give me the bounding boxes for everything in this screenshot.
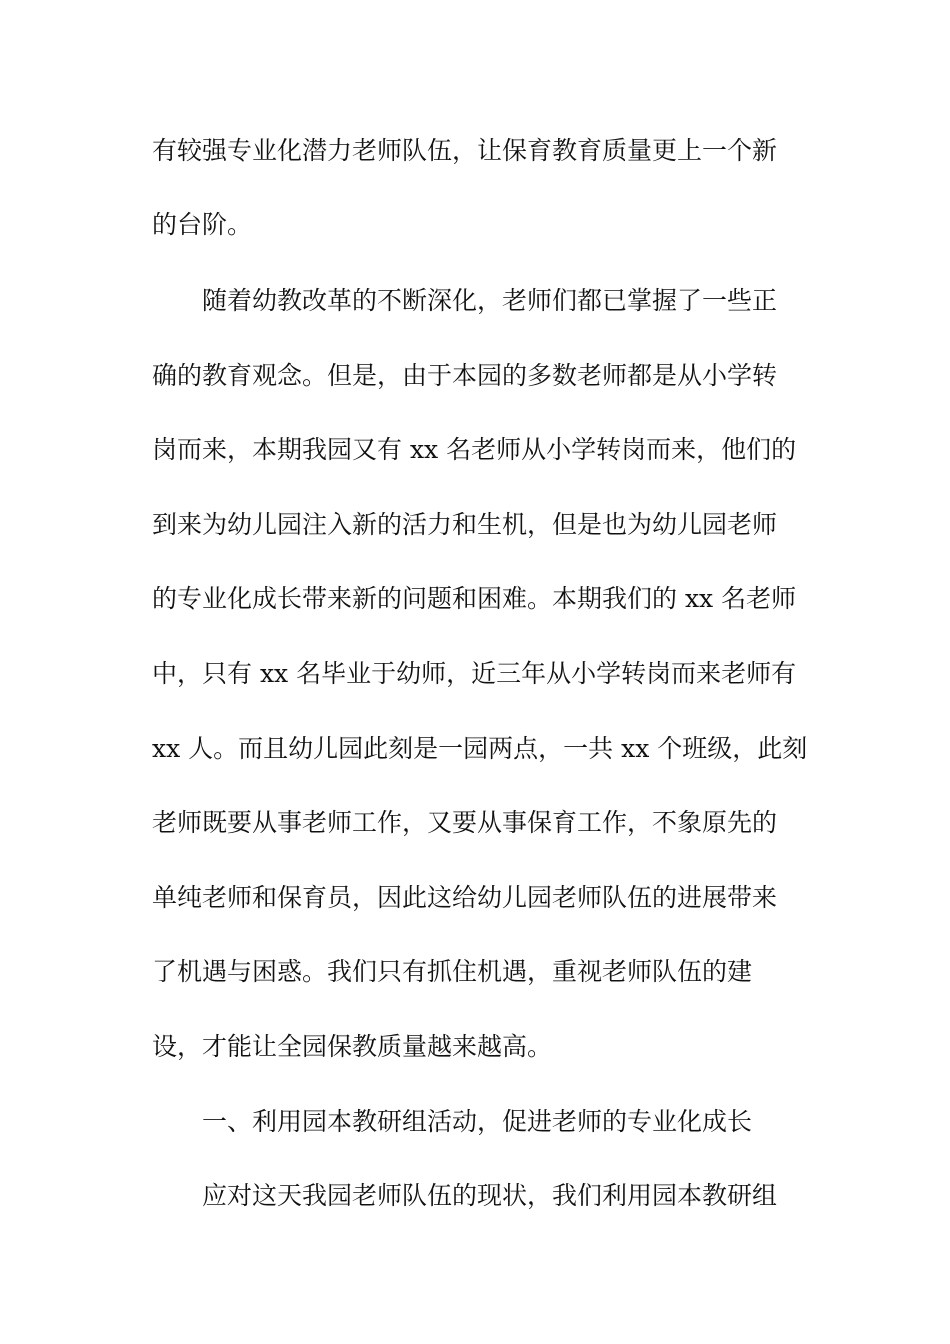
text-line-13: 设，才能让全园保教质量越来越高。 <box>152 1032 553 1061</box>
text-line-6: 到来为幼儿园注入新的活力和生机，但是也为幼儿园老师 <box>152 510 778 539</box>
text-line-5: 岗而来，本期我园又有 xx 名老师从小学转岗而来，他们的 <box>152 435 797 464</box>
text-line-2: 的台阶。 <box>152 210 253 239</box>
text-line-8: 中，只有 xx 名毕业于幼师，近三年从小学转岗而来老师有 <box>152 659 797 688</box>
section-heading-1: 一、利用园本教研组活动，促进老师的专业化成长 <box>202 1107 753 1136</box>
paragraph-start-line-3: 随着幼教改革的不断深化，老师们都已掌握了一些正 <box>202 286 778 315</box>
text-line-1: 有较强专业化潜力老师队伍，让保育教育质量更上一个新 <box>152 136 778 165</box>
paragraph-start-line-15: 应对这天我园老师队伍的现状，我们利用园本教研组 <box>202 1181 778 1210</box>
text-line-12: 了机遇与困惑。我们只有抓住机遇，重视老师队伍的建 <box>152 957 753 986</box>
text-line-10: 老师既要从事老师工作，又要从事保育工作，不象原先的 <box>152 808 778 837</box>
text-line-7: 的专业化成长带来新的问题和困难。本期我们的 xx 名老师 <box>152 584 797 613</box>
text-line-9: xx 人。而且幼儿园此刻是一园两点，一共 xx 个班级，此刻 <box>152 734 808 763</box>
text-line-4: 确的教育观念。但是，由于本园的多数老师都是从小学转 <box>152 361 778 390</box>
text-line-11: 单纯老师和保育员，因此这给幼儿园老师队伍的进展带来 <box>152 883 778 912</box>
